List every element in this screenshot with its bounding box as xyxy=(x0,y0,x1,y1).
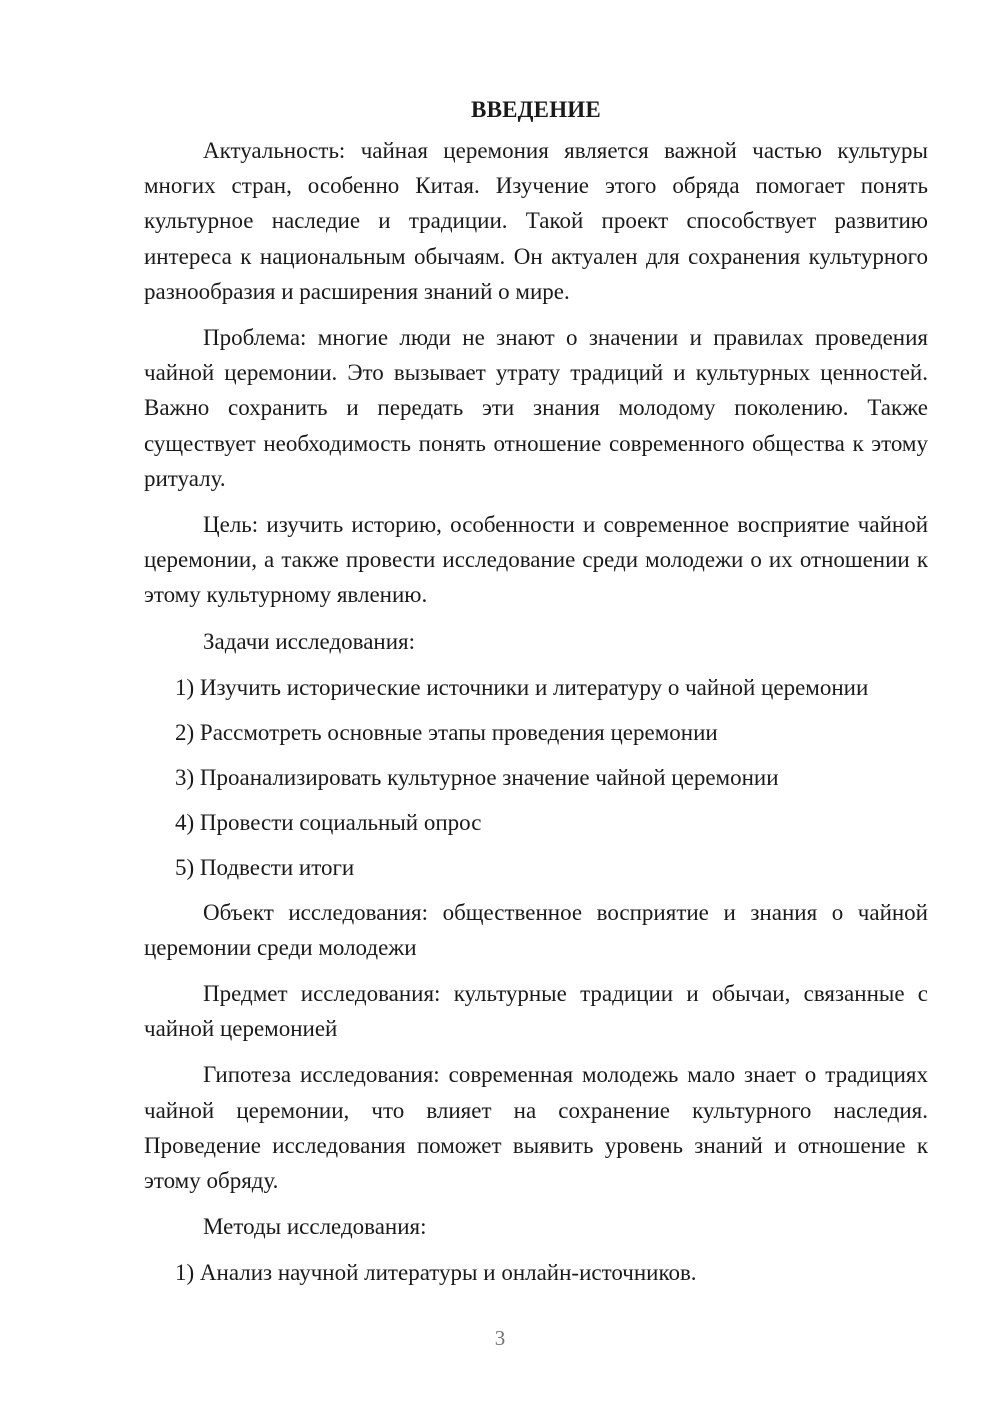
hypothesis-paragraph: Гипотеза исследования: современная молодежь мало знает о традициях чайной церемонии, что влияет на сохранение культурного наследия. Проведение исследования поможет выявить уровень знаний и отношение к этому обряду. xyxy=(144,1062,928,1194)
list-item: 1) Анализ научной литературы и онлайн-источников. xyxy=(175,1260,697,1286)
list-item: 4) Провести социальный опрос xyxy=(175,809,482,835)
list-item: 3) Проанализировать культурное значение чайной церемонии xyxy=(175,764,779,790)
relevance-paragraph: Актуальность: чайная церемония является важной частью культуры многих стран, особенно Китая. Изучение этого обряда помогает понять культурное наследие и традиции. Такой проект способствует развитию интереса к национальным обычаям. Он актуален для сохранения культурного разнообразия и расширения знаний о мире. xyxy=(144,138,928,304)
tasks-list xyxy=(144,670,928,885)
tasks-label: Задачи исследования: xyxy=(203,628,416,654)
methods-list xyxy=(144,1255,928,1290)
list-item: 2) Рассмотреть основные этапы проведения церемонии xyxy=(175,719,718,745)
methods-label: Методы исследования: xyxy=(203,1214,427,1240)
list-item: 1) Изучить исторические источники и литературу о чайной церемонии xyxy=(175,674,869,700)
section-heading: ВВЕДЕНИЕ xyxy=(471,97,601,122)
problem-paragraph: Проблема: многие люди не знают о значении и правилах проведения чайной церемонии. Это вызывает утрату традиций и культурных ценностей. Важно сохранить и передать эти знания молодому поколению. Также существует необходимость понять отношение современного общества к этому ритуалу. xyxy=(144,325,928,491)
object-paragraph: Объект исследования: общественное восприятие и знания о чайной церемонии среди молодежи xyxy=(144,899,928,960)
goal-paragraph: Цель: изучить историю, особенности и современное восприятие чайной церемонии, а также провести исследование среди молодежи о их отношении к этому культурному явлению. xyxy=(144,512,928,608)
document-page xyxy=(144,92,928,1300)
list-item: 5) Подвести итоги xyxy=(175,854,355,880)
page-number: 3 xyxy=(494,1326,506,1350)
subject-paragraph: Предмет исследования: культурные традиции и обычаи, связанные с чайной церемонией xyxy=(144,981,928,1042)
